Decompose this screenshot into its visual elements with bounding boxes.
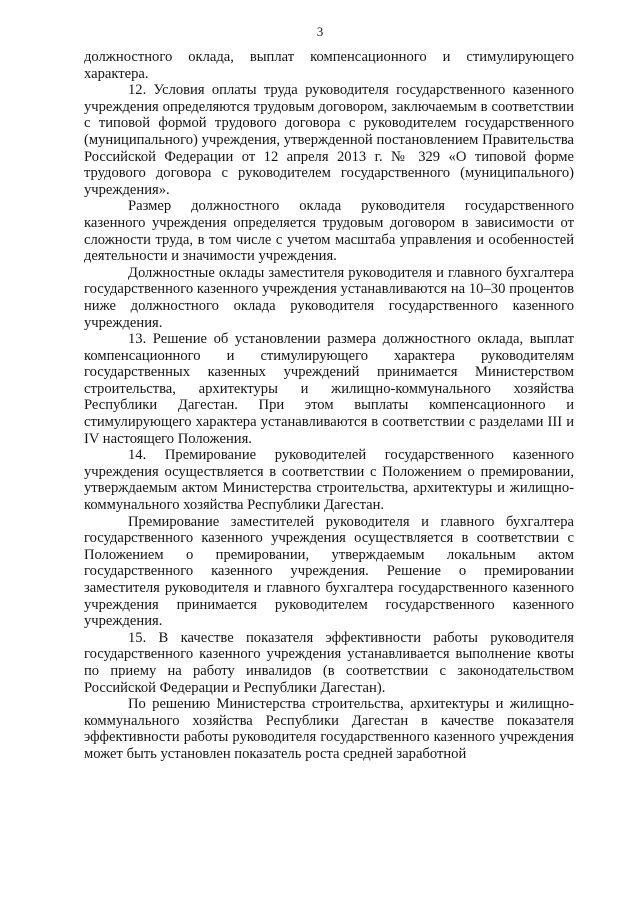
paragraph-deputy-salary: Должностные оклады заместителя руководителя и главного бухгалтера государственного казенного учреждения устанавливаются на 10–30 процентов ниже должностного оклада руководителя государственного казенного учреждения. [84, 264, 574, 331]
paragraph-ministry-decision: По решению Министерства строительства, архитектуры и жилищно-коммунального хозяйства Республики Дагестан в качестве показателя эффективности работы руководителя государственного казенного учреждения может быть установлен показатель роста средней заработной [84, 696, 574, 762]
page-number: 3 [316, 24, 324, 39]
paragraph-deputy-bonus: Премирование заместителей руководителя и главного бухгалтера государственного казенного учреждения осуществляется в соответствии с Положением о премировании, утверждаемым локальным актом государственного казенного учреждения. Решение о премировании заместителя руководителя и главного бухгалтера государственного казенного учреждения принимается руководителем государственного казенного учреждения. [84, 513, 574, 630]
paragraph-15: 15. В качестве показателя эффективности работы руководителя государственного казенного учреждения устанавливается выполнение квоты по приему на работу инвалидов (в соответствии с законодательством Российской Федерации и Республики Дагестан). [84, 629, 574, 696]
paragraph-director-salary: Размер должностного оклада руководителя государственного казенного учреждения определяется трудовым договором в зависимости от сложности труда, в том числе с учетом масштаба управления и особенностей деятельности и значимости учреждения. [84, 198, 574, 265]
paragraph-12: 12. Условия оплаты труда руководителя государственного казенного учреждения определяются трудовым договором, заключаемым в соответствии с типовой формой трудового договора с руководителем государственного (муниципального) учреждения, утвержденной постановлением Правительства Российской Федерации от 12 апреля 2013 г. № 329 «О типовой форме трудового договора с руководителем государственного (муниципального) учреждения». [84, 82, 574, 198]
document-body [84, 49, 574, 763]
paragraph-continuation: должностного оклада, выплат компенсационного и стимулирующего характера. [84, 49, 574, 82]
paragraph-13: 13. Решение об установлении размера должностного оклада, выплат компенсационного и стимулирующего характера руководителям государственных казенных учреждений принимается Министерством строительства, архитектуры и жилищно-коммунального хозяйства Республики Дагестан. При этом выплаты компенсационного и стимулирующего характера устанавливаются в соответствии с разделами III и IV настоящего Положения. [84, 331, 574, 447]
paragraph-14: 14. Премирование руководителей государственного казенного учреждения осуществляется в соответствии с Положением о премировании, утверждаемым актом Министерства строительства, архитектуры и жилищно-коммунального хозяйства Республики Дагестан. [84, 447, 574, 514]
